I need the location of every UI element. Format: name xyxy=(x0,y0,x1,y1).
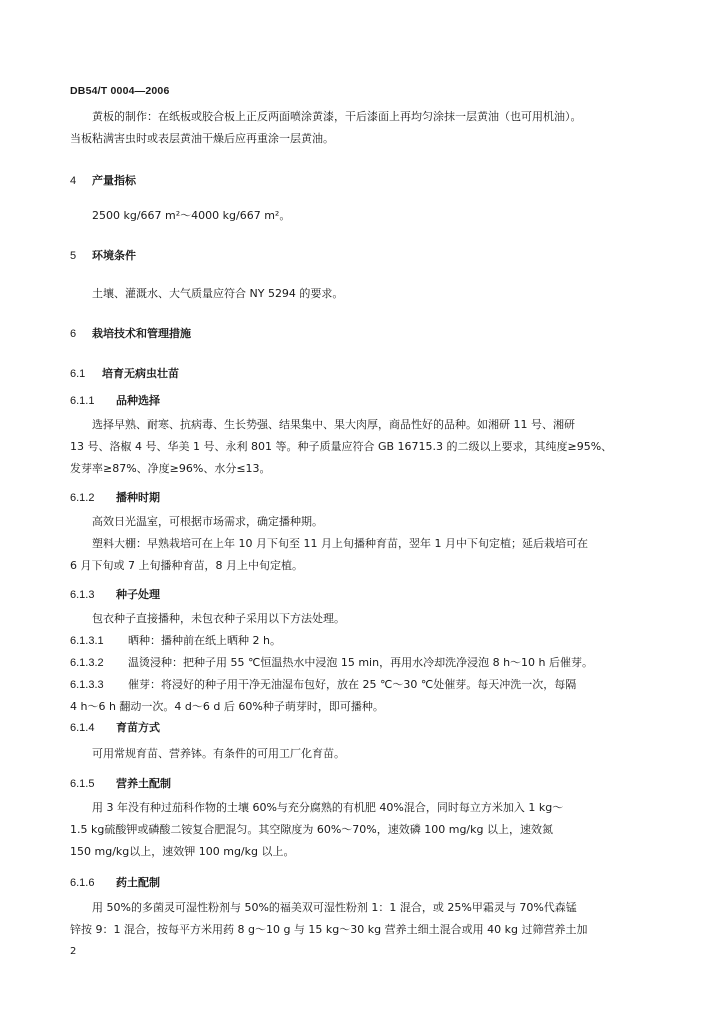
text-line: 用 3 年没有种过茄科作物的土壤 60%与充分腐熟的有机肥 40%混合，同时每立方米加入 1 kg～ xyxy=(92,801,564,814)
text-line: 选择早熟、耐寒、抗病毒、生长势强、结果集中、果大肉厚，商品性好的品种。如湘研 11 号、湘研 xyxy=(92,418,575,431)
text-line: 塑料大棚：早熟栽培可在上年 10 月下旬至 11 月上旬播种育苗，翌年 1 月中下旬定植；延后栽培可在 xyxy=(92,537,588,550)
section-number: 6.1 xyxy=(70,368,86,380)
section-6-1-3-heading xyxy=(70,586,160,602)
subitem-text: 温烫浸种：把种子用 55 ℃恒温热水中浸泡 15 min，再用水冷却洗净浸泡 8 h～10 h 后催芽。 xyxy=(128,656,594,669)
text-line: 2500 kg/667 m²～4000 kg/667 m²。 xyxy=(92,209,291,222)
section-6-1-6-heading xyxy=(70,874,160,890)
text-line: 发芽率≥87%、净度≥96%、水分≤13。 xyxy=(70,462,271,475)
page-number: 2 xyxy=(70,946,77,957)
section-6-heading xyxy=(70,325,191,341)
section-title: 产量指标 xyxy=(92,174,136,187)
section-title: 栽培技术和管理措施 xyxy=(92,327,191,340)
section-number: 6.1.1 xyxy=(70,395,95,407)
text-line: 黄板的制作：在纸板或胶合板上正反两面喷涂黄漆，干后漆面上再均匀涂抹一层黄油（也可用机油）。 xyxy=(92,110,582,123)
section-title: 环境条件 xyxy=(92,249,136,262)
text-line: 当板粘满害虫时或表层黄油干燥后应再重涂一层黄油。 xyxy=(70,132,334,145)
intro-paragraph xyxy=(70,106,648,150)
subitem-6-1-3-3-continued xyxy=(70,696,648,718)
section-title: 药土配制 xyxy=(116,876,160,889)
section-6-1-3-intro xyxy=(70,608,648,630)
text-line: 可用常规育苗、营养钵。有条件的可用工厂化育苗。 xyxy=(92,747,345,760)
section-number: 6.1.5 xyxy=(70,778,95,790)
section-6-1-heading xyxy=(70,365,179,381)
section-4-heading xyxy=(70,172,136,188)
text-line: 6 月下旬或 7 上旬播种育苗，8 月上中旬定植。 xyxy=(70,559,303,572)
subitem-text: 催芽：将浸好的种子用干净无油湿布包好，放在 25 ℃～30 ℃处催芽。每天冲洗一次，每隔 xyxy=(128,678,577,691)
text-line: 1.5 kg硫酸钾或磷酸二铵复合肥混匀。其空隙度为 60%～70%，速效磷 100 mg/kg 以上，速效氮 xyxy=(70,823,553,836)
section-5-body xyxy=(70,283,648,305)
text-line: 150 mg/kg以上，速效钾 100 mg/kg 以上。 xyxy=(70,845,295,858)
section-4-body xyxy=(70,205,648,227)
text-line: 高效日光温室，可根据市场需求，确定播种期。 xyxy=(92,515,323,528)
section-6-1-2-body xyxy=(70,511,648,577)
section-title: 品种选择 xyxy=(116,394,160,407)
text-line: 锌按 9：1 混合，按每平方米用药 8 g～10 g 与 15 kg～30 kg 营养土细土混合或用 40 kg 过筛营养土加 xyxy=(70,923,588,936)
text-line: 包衣种子直接播种，未包衣种子采用以下方法处理。 xyxy=(92,612,345,625)
section-number: 6.1.3 xyxy=(70,589,95,601)
subitem-text: 晒种：播种前在纸上晒种 2 h。 xyxy=(128,634,281,647)
section-title: 育苗方式 xyxy=(116,721,160,734)
text-line: 13 号、洛椒 4 号、华美 1 号、永利 801 等。种子质量应符合 GB 16715.3 的二级以上要求，其纯度≥95%、 xyxy=(70,440,613,453)
document-code: DB54/T 0004—2006 xyxy=(70,85,170,97)
section-title: 播种时期 xyxy=(116,491,160,504)
section-6-1-1-heading xyxy=(70,392,160,408)
section-title: 种子处理 xyxy=(116,588,160,601)
subitem-6-1-3-3 xyxy=(70,674,648,696)
subitem-6-1-3-2 xyxy=(70,652,648,674)
section-title: 培育无病虫壮苗 xyxy=(102,367,179,380)
section-number: 4 xyxy=(70,175,77,187)
subitem-number: 6.1.3.3 xyxy=(70,679,104,691)
section-6-1-1-body xyxy=(70,414,648,480)
subitem-number: 6.1.3.2 xyxy=(70,657,104,669)
text-line: 用 50%的多菌灵可湿性粉剂与 50%的福美双可湿性粉剂 1：1 混合，或 25%甲霜灵与 70%代森锰 xyxy=(92,901,577,914)
text-line: 土壤、灌溉水、大气质量应符合 NY 5294 的要求。 xyxy=(92,287,344,300)
section-number: 6.1.2 xyxy=(70,492,95,504)
section-number: 5 xyxy=(70,250,77,262)
section-6-1-5-heading xyxy=(70,775,171,791)
section-number: 6 xyxy=(70,328,77,340)
subitem-6-1-3-1 xyxy=(70,630,648,652)
section-title: 营养土配制 xyxy=(116,777,171,790)
section-6-1-6-body xyxy=(70,897,648,941)
subitem-number: 6.1.3.1 xyxy=(70,635,104,647)
section-5-heading xyxy=(70,247,136,263)
section-number: 6.1.6 xyxy=(70,877,95,889)
section-number: 6.1.4 xyxy=(70,722,95,734)
subitem-text: 4 h～6 h 翻动一次。4 d～6 d 后 60%种子萌芽时，即可播种。 xyxy=(70,700,384,713)
section-6-1-5-body xyxy=(70,797,648,863)
section-6-1-4-body xyxy=(70,743,648,765)
section-6-1-2-heading xyxy=(70,489,160,505)
section-6-1-4-heading xyxy=(70,719,160,735)
